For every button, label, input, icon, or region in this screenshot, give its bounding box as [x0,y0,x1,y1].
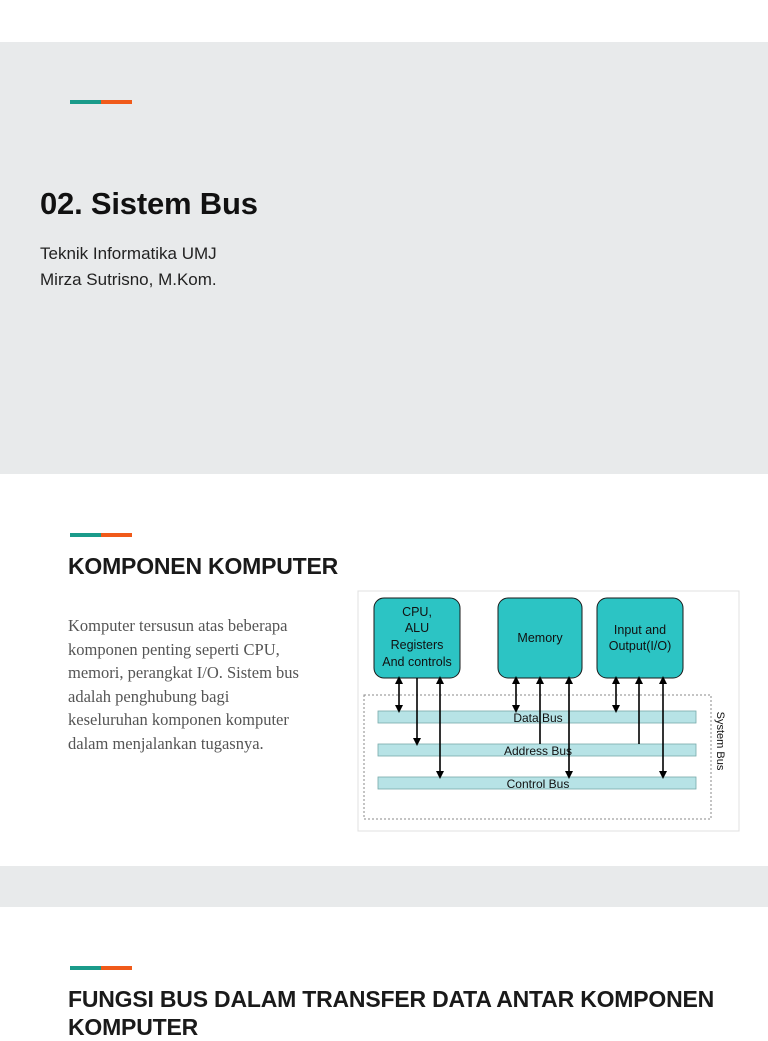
cpu-label-line: Registers [390,638,444,652]
title-slide [0,42,768,474]
cpu-label-line: And controls [382,655,452,669]
section-heading: FUNGSI BUS DALAM TRANSFER DATA ANTAR KOMPONEN KOMPUTER [68,986,715,1040]
slide-title: 02. Sistem Bus [40,186,258,221]
io-box [597,598,683,678]
body-paragraph [68,614,338,755]
komponen-slide [0,474,768,866]
body-line: komponen penting seperti CPU, [68,639,280,659]
io-label-line: Output(I/O) [608,639,672,653]
system-bus-label: System Bus [714,711,726,771]
body-line: memori, perangkat I/O. Sistem bus [68,663,299,682]
subtitle-author: Mirza Sutrisno, M.Kom. [40,270,217,289]
slide-separator [0,866,768,907]
cpu-label-line: ALU [404,621,430,635]
cpu-label-line: CPU, [402,605,432,619]
accent-bar [70,966,132,970]
body-line: dalam menjalankan tugasnya. [68,733,264,753]
section-heading: KOMPONEN KOMPUTER [68,553,339,579]
system-bus-diagram [358,591,739,831]
subtitle-institution: Teknik Informatika UMJ [40,244,217,263]
address-bus-label: Address Bus [503,744,573,758]
fungsi-bus-slide [0,907,768,1040]
accent-bar [70,533,132,537]
body-line: Komputer tersusun atas beberapa [68,616,288,635]
memory-label: Memory [517,631,563,645]
control-bus-label: Control Bus [506,777,570,791]
io-label-line: Input and [613,623,667,637]
body-line: adalah penghubung bagi [68,686,230,706]
data-bus-label: Data Bus [513,711,563,725]
accent-bar [70,100,132,104]
body-line: keseluruhan komponen komputer [68,710,289,729]
